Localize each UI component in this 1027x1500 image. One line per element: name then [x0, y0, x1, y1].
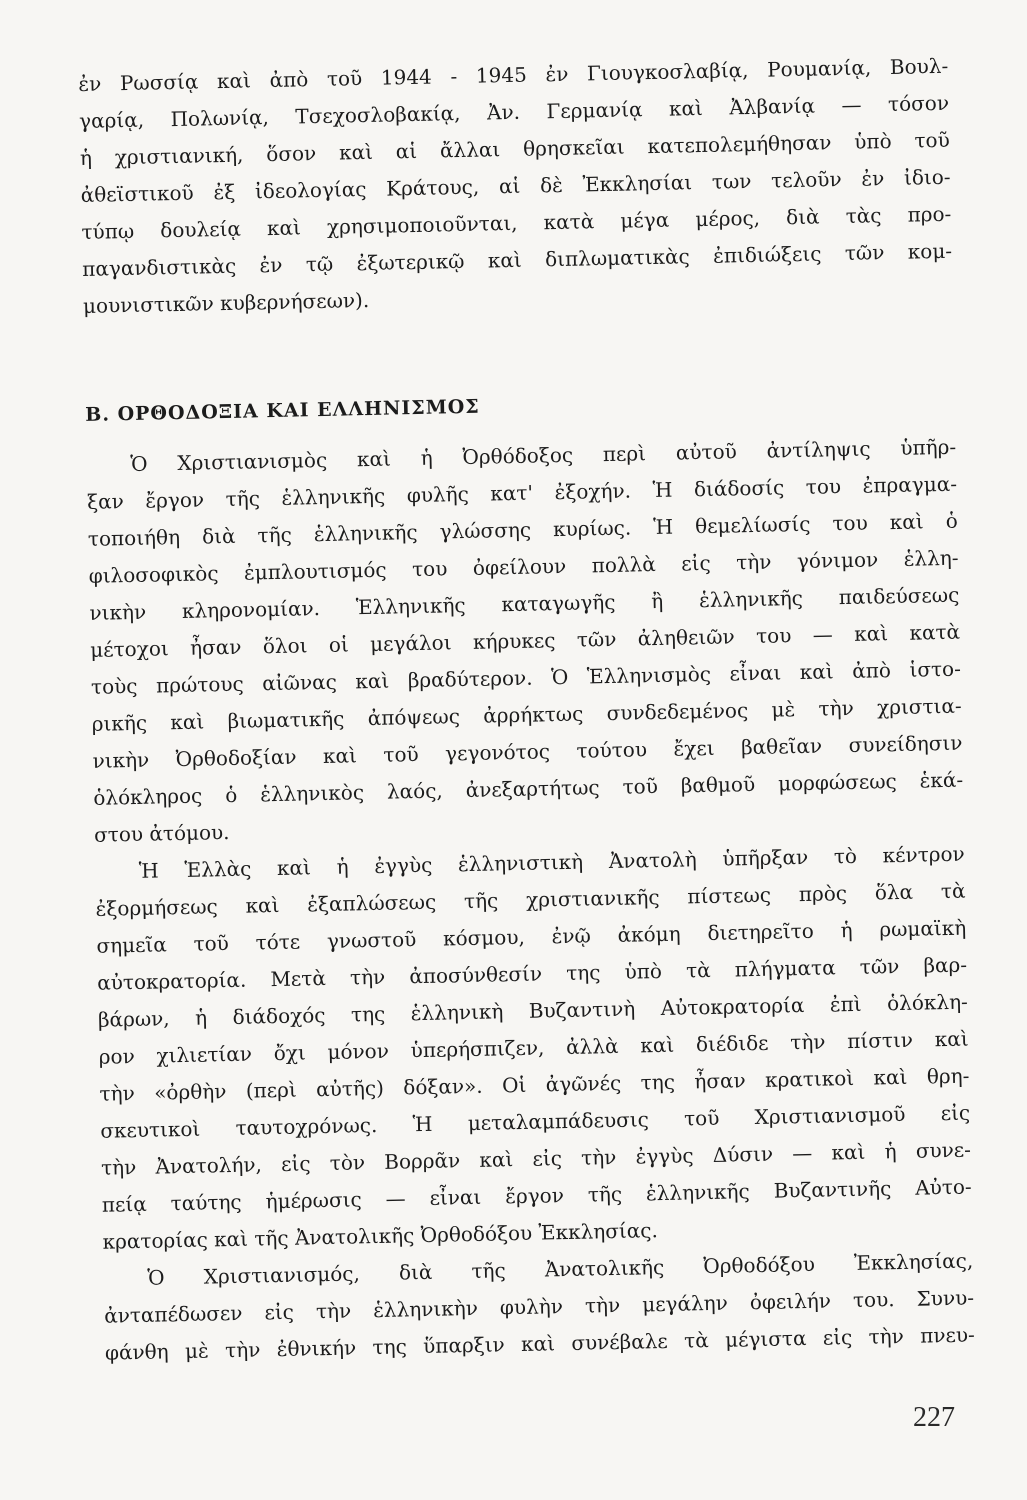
text-line: τοποιήθη διὰ τῆς ἑλληνικῆς γλώσσης κυρίως. Ἡ θεμελίωσίς του καὶ ὁ	[87, 508, 958, 551]
text-line: ἐν Ρωσσίᾳ καὶ ἀπὸ τοῦ 1944 - 1945 ἐν Γιουγκοσλαβίᾳ, Ρουμανίᾳ, Βουλ-	[78, 53, 949, 96]
text-line: αὐτοκρατορία. Μετὰ τὴν ἀποσύνθεσίν της ὑπὸ τὰ πλήγματα τῶν βαρ-	[96, 952, 968, 995]
text-line: σημεῖα τοῦ τότε γνωστοῦ κόσμου, ἐνῷ ἀκόμη διετηρεῖτο ἡ ρωμαϊκὴ	[96, 915, 967, 958]
paragraph-2	[95, 836, 973, 1261]
text-line: βάρων, ἡ διάδοχός της ἑλληνικὴ Βυζαντινὴ Αὐτοκρατορία ἐπὶ ὁλόκλη-	[97, 989, 969, 1032]
intro-block	[78, 48, 953, 325]
text-line: μουνιστικῶν κυβερνήσεων).	[82, 287, 370, 318]
text-line: φιλοσοφικὸς ἐμπλουτισμός του ὀφείλουν πολλὰ εἰς τὴν γόνιμον ἑλλη-	[88, 545, 959, 588]
text-line: κρατορίας καὶ τῆς Ἀνατολικῆς Ὀρθοδόξου Ἐκκλησίας.	[102, 1218, 659, 1254]
text-line: τύπῳ δουλείᾳ καὶ χρησιμοποιοῦνται, κατὰ μέγα μέρος, διὰ τὰς προ-	[81, 201, 952, 244]
text-line: πείᾳ ταύτης ἡμέρωσις — εἶναι ἔργον τῆς ἑλληνικῆς Βυζαντινῆς Αὐτο-	[101, 1174, 972, 1217]
page-text	[78, 48, 975, 1372]
text-line: νικὴν κληρονομίαν. Ἑλληνικῆς καταγωγῆς ἢ ἑλληνικῆς παιδεύσεως	[89, 582, 960, 625]
paragraph-1	[86, 429, 964, 854]
text-line: ἡ χριστιανική, ὅσον καὶ αἱ ἄλλαι θρησκεῖαι κατεπολεμήθησαν ὑπὸ τοῦ	[79, 127, 950, 170]
text-line: ἀνταπέδωσεν εἰς τὴν ἑλληνικὴν φυλὴν τὴν μεγάλην ὀφειλήν του. Συνυ-	[103, 1285, 975, 1328]
text-line: ὁλόκληρος ὁ ἑλληνικὸς λαός, ἀνεξαρτήτως τοῦ βαθμοῦ μορφώσεως ἑκά-	[93, 767, 964, 810]
text-line: τὴν «ὀρθὴν (περὶ αὐτῆς) δόξαν». Οἱ ἀγῶνές της ἦσαν κρατικοὶ καὶ θρη-	[99, 1063, 970, 1106]
text-line: σκευτικοὶ ταυτοχρόνως. Ἡ μεταλαμπάδευσις τοῦ Χριστιανισμοῦ εἰς	[100, 1100, 971, 1143]
text-line: νικὴν Ὀρθοδοξίαν καὶ τοῦ γεγονότος τούτου ἔχει βαθεῖαν συνείδησιν	[92, 730, 963, 773]
text-line: παγανδιστικὰς ἐν τῷ ἐξωτερικῷ καὶ διπλωματικὰς ἐπιδιώξεις τῶν κομ-	[82, 238, 953, 281]
text-line: τοὺς πρώτους αἰῶνας καὶ βραδύτερον. Ὁ Ἑλληνισμὸς εἶναι καὶ ἀπὸ ἱστο-	[90, 656, 962, 699]
text-line: φάνθη μὲ τὴν ἐθνικήν της ὕπαρξιν καὶ συνέβαλε τὰ μέγιστα εἰς τὴν πνευ-	[104, 1322, 976, 1365]
text-line: ξαν ἔργον τῆς ἑλληνικῆς φυλῆς κατ' ἐξοχήν. Ἡ διάδοσίς του ἐπραγμα-	[86, 471, 958, 514]
text-line: Ἡ Ἑλλὰς καὶ ἡ ἐγγὺς ἑλληνιστικὴ Ἀνατολὴ ὑπῆρξαν τὸ κέντρον	[138, 841, 965, 883]
text-line: ρον χιλιετίαν ὄχι μόνον ὑπερήσπιζεν, ἀλλὰ καὶ διέδιδε τὴν πίστιν καὶ	[98, 1026, 969, 1069]
text-line: στου ἀτόμου.	[93, 819, 230, 847]
text-line: ἀθεϊστικοῦ ἐξ ἰδεολογίας Κράτους, αἱ δὲ Ἐκκλησίαι των τελοῦν ἐν ἰδιο-	[80, 164, 951, 207]
section-heading: Β. ΟΡΘΟΔΟΞΙΑ ΚΑΙ ΕΛΛΗΝΙΣΜΟΣ	[85, 395, 480, 426]
text-line: ρικῆς καὶ βιωματικῆς ἀπόψεως ἀρρήκτως συνδεδεμένος μὲ τὴν χριστια-	[91, 693, 962, 736]
page-number: 227	[913, 1402, 955, 1433]
text-line: μέτοχοι ἦσαν ὅλοι οἱ μεγάλοι κήρυκες τῶν ἀληθειῶν του — καὶ κατὰ	[89, 619, 961, 662]
paragraph-3	[103, 1243, 975, 1372]
text-line: Ὁ Χριστιανισμὸς καὶ ἡ Ὀρθόδοξος περὶ αὐτοῦ ἀντίληψις ὑπῆρ-	[130, 434, 957, 476]
text-line: γαρίᾳ, Πολωνίᾳ, Τσεχοσλοβακίᾳ, Ἀν. Γερμανίᾳ καὶ Ἀλβανίᾳ — τόσον	[78, 90, 950, 133]
text-line: Ὁ Χριστιανισμός, διὰ τῆς Ἀνατολικῆς Ὀρθοδόξου Ἐκκλησίας,	[147, 1248, 974, 1290]
text-line: ἐξορμήσεως καὶ ἐξαπλώσεως τῆς χριστιανικῆς πίστεως πρὸς ὅλα τὰ	[95, 878, 966, 921]
text-line: τὴν Ἀνατολήν, εἰς τὸν Βορρᾶν καὶ εἰς τὴν ἐγγὺς Δύσιν — καὶ ἡ συνε-	[100, 1137, 972, 1180]
